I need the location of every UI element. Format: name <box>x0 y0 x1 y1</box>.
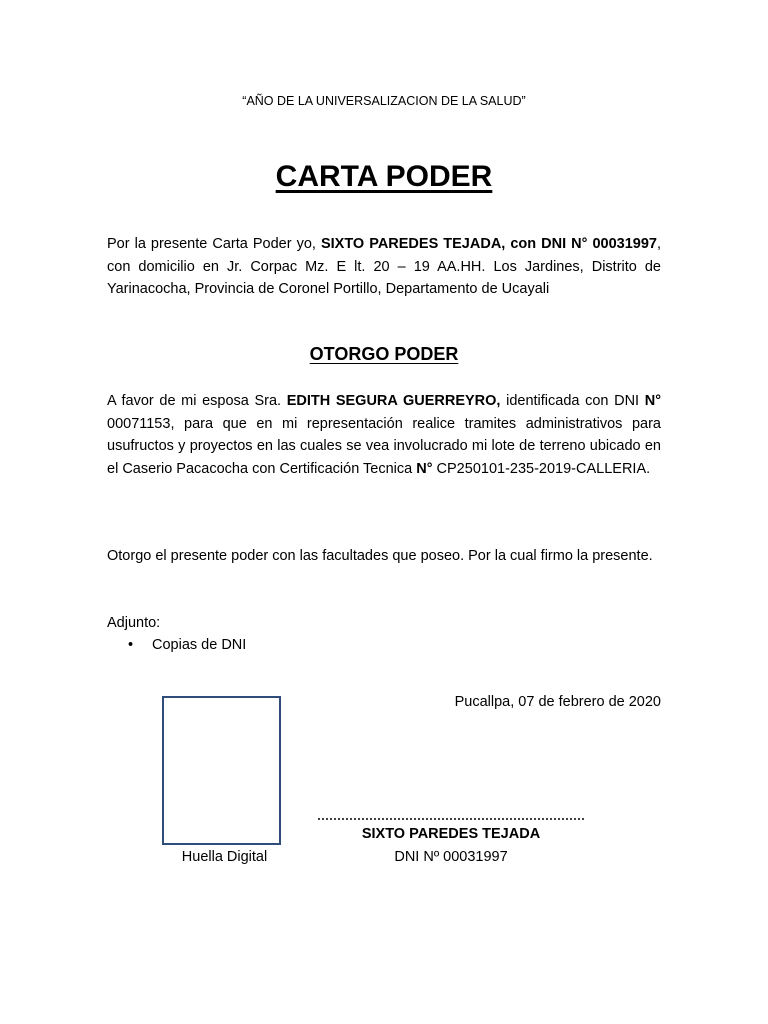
attachments-list <box>107 634 246 656</box>
paragraph-grantee-rest: 00071153, para que en mi representación realice tramites administrativos para usufructos y proyectos en las cuales se vea involucrado mi lote de terreno ubicado en el Caserio Pacacocha con Certificación Tecnica <box>107 415 661 477</box>
grantee-name: EDITH SEGURA GUERREYRO, <box>286 393 501 409</box>
signer-name: SIXTO PAREDES TEJADA <box>361 826 541 842</box>
place-date: Pucallpa, 07 de febrero de 2020 <box>454 694 661 710</box>
paragraph-grantee-middle: identificada con DNI <box>500 393 645 409</box>
paragraph-closing: Otorgo el presente poder con las facultades que poseo. Por la cual firmo la presente. <box>107 548 653 564</box>
year-header: “AÑO DE LA UNIVERSALIZACION DE LA SALUD” <box>242 94 526 108</box>
paragraph-grantee-intro: A favor de mi esposa Sra. <box>107 393 287 409</box>
signature-line <box>318 818 584 820</box>
section-subtitle: OTORGO PODER <box>309 344 459 364</box>
list-item: • Copias de DNI <box>107 634 246 656</box>
paragraph-grantee <box>107 390 661 480</box>
paragraph-grantor-rest: , con domicilio en Jr. Corpac Mz. E lt. 20 – 19 AA.HH. Los Jardines, Distrito de Yarinacocha, Provincia de Coronel Portillo, Departamento de Ucayali <box>107 236 661 297</box>
paragraph-grantor-intro: Por la presente Carta Poder yo, <box>107 236 321 252</box>
grantor-name: SIXTO PAREDES TEJADA, con DNI N° 00031997 <box>320 236 657 252</box>
paragraph-grantor <box>107 233 661 301</box>
grantee-dni-label: N° <box>644 393 661 409</box>
fingerprint-box <box>162 696 281 845</box>
attachments-label: Adjunto: <box>107 615 161 631</box>
document-title: CARTA PODER <box>275 160 493 193</box>
signer-dni: DNI Nº 00031997 <box>394 849 508 865</box>
fingerprint-label: Huella Digital <box>181 849 268 865</box>
certificate-code: CP250101-235-2019-CALLERIA. <box>432 460 651 477</box>
certificate-label: N° <box>416 460 433 477</box>
